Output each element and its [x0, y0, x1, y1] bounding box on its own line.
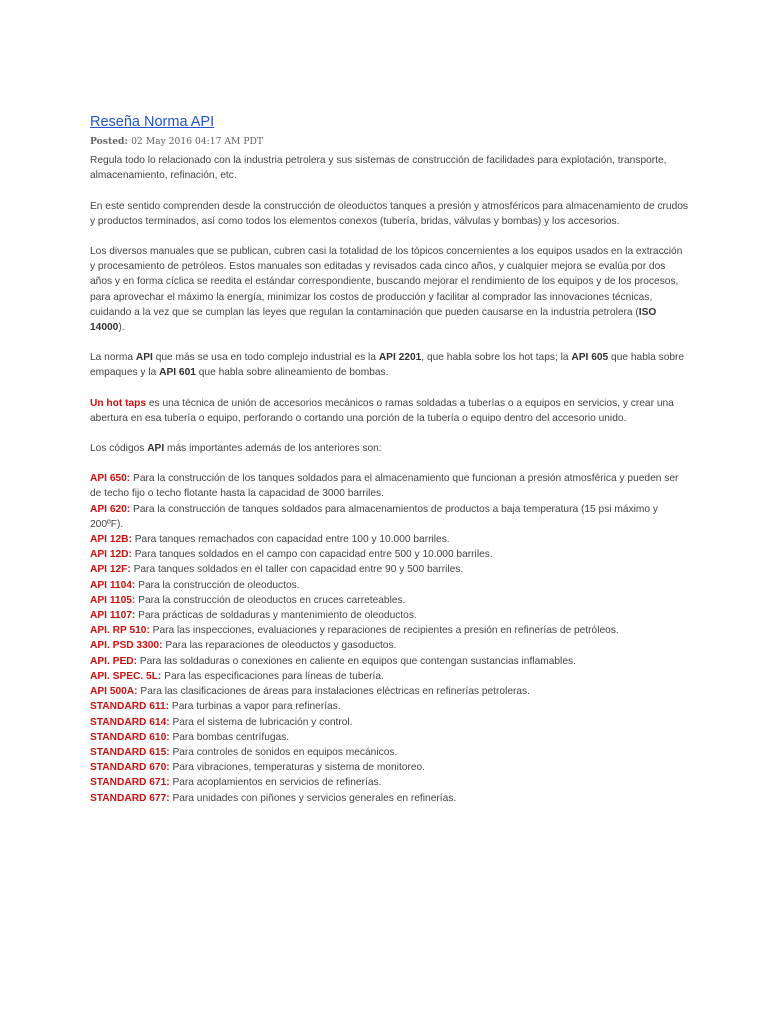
text-fragment: que más se usa en todo complejo industrial es la [152, 352, 379, 364]
code-label: STANDARD 670: [90, 762, 170, 774]
codes-list [90, 471, 690, 805]
code-item [90, 760, 690, 775]
bold-api: API [135, 352, 153, 364]
code-description: Para unidades con piñones y servicios generales en refinerías. [169, 792, 457, 804]
code-label: API 1104: [90, 579, 136, 591]
code-label: API 620: [90, 503, 131, 515]
bold-api: API [147, 443, 165, 455]
hot-taps-definition: es una técnica de unión de accesorios mecánicos o ramas soldadas a tuberías o a equipos en servicios, y crear una abertura en esa tubería o equipo, perforando o cortando una porción de la tubería o equipo dentro del accesorio unido. [90, 397, 674, 424]
code-label: STANDARD 615: [90, 746, 170, 758]
code-description: Para las especificaciones para líneas de tubería. [161, 670, 384, 682]
code-item [90, 547, 690, 562]
text-fragment: La norma [90, 352, 136, 364]
code-description: Para las soldaduras o conexiones en caliente en equipos que contengan sustancias inflamables. [136, 655, 576, 667]
code-description: Para las clasificaciones de áreas para instalaciones eléctricas en refinerías petroleras. [137, 686, 530, 698]
code-description: Para bombas centrífugas. [169, 731, 290, 743]
code-label: API. PED: [90, 655, 137, 667]
code-item [90, 791, 690, 806]
code-description: Para tanques soldados en el campo con capacidad entre 500 y 10.000 barriles. [131, 549, 493, 561]
code-description: Para tanques remachados con capacidad entre 100 y 10.000 barriles. [131, 534, 450, 546]
code-description: Para turbinas a vapor para refinerías. [169, 701, 341, 713]
code-item [90, 745, 690, 760]
posted-label: Posted: [90, 136, 128, 148]
text-fragment: que habla sobre alineamiento de bombas. [195, 367, 389, 379]
code-item [90, 608, 690, 623]
code-description: Para las inspecciones, evaluaciones y reparaciones de recipientes a presión en refinerías de petróleos. [149, 625, 619, 637]
posted-time: 02 May 2016 04:17 AM PDT [131, 136, 264, 148]
code-description: Para el sistema de lubricación y control. [169, 716, 353, 728]
text-fragment: , que habla sobre los hot taps; la [421, 352, 572, 364]
code-label: API 650: [90, 473, 131, 485]
bold-api-2201: API 2201 [378, 352, 422, 364]
code-description: Para la construcción de los tanques soldados para el almacenamiento que funcionan a presión atmosférica y pueden ser de techo fijo o techo flotante hasta la capacidad de 3000 barriles. [90, 473, 679, 500]
code-item [90, 684, 690, 699]
code-item [90, 623, 690, 638]
code-item [90, 669, 690, 684]
code-item [90, 654, 690, 669]
code-description: Para prácticas de soldaduras y mantenimiento de oleoductos. [135, 610, 417, 622]
code-description: Para las reparaciones de oleoductos y gasoductos. [162, 640, 397, 652]
text-fragment: más importantes además de los anteriores son: [164, 443, 382, 455]
code-item [90, 593, 690, 608]
paragraph-manuals [90, 244, 690, 335]
code-label: API 1107: [90, 610, 136, 622]
code-label: STANDARD 610: [90, 731, 170, 743]
iso-reference: ISO 14000 [90, 306, 657, 334]
code-item [90, 532, 690, 547]
code-label: API 500A: [90, 686, 138, 698]
code-label: STANDARD 614: [90, 716, 170, 728]
code-description: Para la construcción de oleoductos. [135, 579, 300, 591]
paragraph-intro: Regula todo lo relacionado con la industria petrolera y sus sistemas de construcción de facilidades para explotación, transporte, almacenamiento, refinación, etc. [90, 155, 667, 182]
manuals-text: Los diversos manuales que se publican, cubren casi la totalidad de los tópicos concernientes a los equipos usados en la extracción y procesamiento de petróleos. Estos manuales son editadas y revisados cada cinco años, y cualquier mejora se evalúa por dos años y en forma cíclica se reedita el estándar correspondiente, buscando mejorar el rendimiento de los equipos y de los procesos, para aprovechar el máximo la energía, minimizar los costos de producción y facilitar al comprador las innovaciones técnicas, cuidando a la vez que se cumplan las leyes que regulan la contaminación que pueden causarse en la industria petrolera ( [90, 246, 683, 318]
bold-api-601: API 601 [159, 367, 196, 379]
paragraph-main-norm [90, 350, 690, 380]
paragraph-codes-intro [90, 441, 690, 456]
code-label: API. SPEC. 5L: [90, 670, 162, 682]
text-fragment: Los códigos [90, 443, 148, 455]
code-item [90, 775, 690, 790]
code-label: API. RP 510: [90, 625, 150, 637]
code-description: Para la construcción de oleoductos en cruces carreteables. [135, 594, 406, 606]
code-description: Para vibraciones, temperaturas y sistema de monitoreo. [169, 762, 425, 774]
code-description: Para controles de sonidos en equipos mecánicos. [169, 746, 398, 758]
article [90, 113, 690, 806]
code-item [90, 562, 690, 577]
code-item [90, 502, 690, 532]
code-label: API 12F: [90, 564, 131, 576]
code-item [90, 715, 690, 730]
code-label: STANDARD 611: [90, 701, 170, 713]
manuals-end: ). [118, 322, 125, 334]
text-fragment: que habla sobre empaques y la [90, 352, 685, 379]
code-label: API 12B: [90, 534, 132, 546]
hot-taps-term: Un hot taps [90, 397, 147, 409]
code-item [90, 471, 690, 501]
code-item [90, 578, 690, 593]
paragraph-scope: En este sentido comprenden desde la construcción de oleoductos tanques a presión y atmosféricos para almacenamiento de crudos y productos terminados, así como todos los elementos conexos (tubería, bridas, válvulas y bombas) y los accesorios. [90, 200, 689, 227]
code-item [90, 730, 690, 745]
code-description: Para tanques soldados en el taller con capacidad entre 90 y 500 barriles. [130, 564, 464, 576]
code-label: API. PSD 3300: [90, 640, 163, 652]
paragraph-hot-taps [90, 396, 690, 426]
code-item [90, 699, 690, 714]
code-item [90, 638, 690, 653]
code-description: Para acoplamientos en servicios de refinerías. [169, 777, 382, 789]
code-label: API 12D: [90, 549, 132, 561]
code-description: Para la construcción de tanques soldados para almacenamientos de productos a baja temperatura (15 psi máximo y 200ºF). [90, 503, 658, 530]
code-label: STANDARD 677: [90, 792, 170, 804]
posted-line [90, 135, 690, 148]
bold-api-605: API 605 [571, 352, 609, 364]
code-label: API 1105: [90, 594, 136, 606]
code-label: STANDARD 671: [90, 777, 170, 789]
article-title-link[interactable]: Reseña Norma API [90, 114, 215, 130]
